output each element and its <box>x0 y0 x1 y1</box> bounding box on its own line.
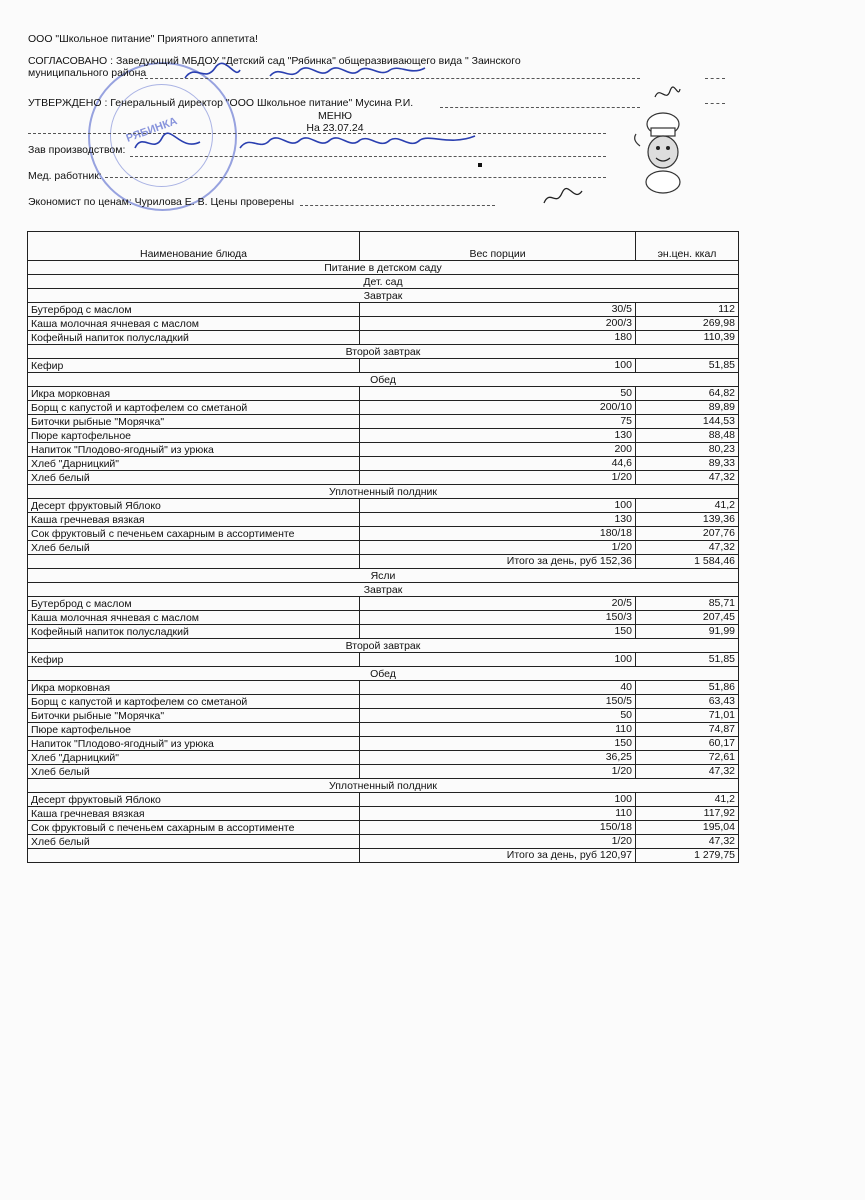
dish-name: Каша гречневая вязкая <box>28 513 360 527</box>
energy-value: 74,87 <box>636 723 739 737</box>
table-header-row <box>28 232 739 261</box>
table-row <box>28 457 739 471</box>
portion-weight: 200/3 <box>360 317 636 331</box>
portion-weight: 180 <box>360 331 636 345</box>
energy-value: 110,39 <box>636 331 739 345</box>
section-row <box>28 275 739 289</box>
portion-weight: 36,25 <box>360 751 636 765</box>
section-label: Уплотненный полдник <box>28 779 739 793</box>
portion-weight: 110 <box>360 807 636 821</box>
portion-weight: 100 <box>360 499 636 513</box>
portion-weight: 1/20 <box>360 471 636 485</box>
table-row <box>28 443 739 457</box>
dish-name: Борщ с капустой и картофелем со сметаной <box>28 401 360 415</box>
dish-name: Пюре картофельное <box>28 723 360 737</box>
portion-weight: 150/5 <box>360 695 636 709</box>
portion-weight: 180/18 <box>360 527 636 541</box>
energy-value: 41,2 <box>636 793 739 807</box>
portion-weight: Итого за день, руб 120,97 <box>360 849 636 863</box>
section-label: Ясли <box>28 569 739 583</box>
portion-weight: 20/5 <box>360 597 636 611</box>
total-row <box>28 555 739 569</box>
table-row <box>28 723 739 737</box>
portion-weight: 100 <box>360 653 636 667</box>
section-row <box>28 261 739 275</box>
section-label: Второй завтрак <box>28 345 739 359</box>
section-label: Уплотненный полдник <box>28 485 739 499</box>
dish-name: Борщ с капустой и картофелем со сметаной <box>28 695 360 709</box>
table-row <box>28 541 739 555</box>
energy-value: 51,85 <box>636 359 739 373</box>
table-row <box>28 471 739 485</box>
section-label: Второй завтрак <box>28 639 739 653</box>
section-label: Обед <box>28 667 739 681</box>
total-row <box>28 849 739 863</box>
table-row <box>28 821 739 835</box>
table-row <box>28 681 739 695</box>
production-label: Зав производством: <box>28 144 126 156</box>
table-row <box>28 751 739 765</box>
energy-value: 269,98 <box>636 317 739 331</box>
section-row <box>28 345 739 359</box>
energy-value: 47,32 <box>636 541 739 555</box>
table-row <box>28 695 739 709</box>
energy-value: 139,36 <box>636 513 739 527</box>
section-label: Дет. сад <box>28 275 739 289</box>
portion-weight: 40 <box>360 681 636 695</box>
table-row <box>28 835 739 849</box>
dish-name: Хлеб белый <box>28 835 360 849</box>
signature-director <box>652 83 682 105</box>
section-row <box>28 667 739 681</box>
dish-name: Пюре картофельное <box>28 429 360 443</box>
dish-name: Икра морковная <box>28 387 360 401</box>
table-row <box>28 807 739 821</box>
section-label: Завтрак <box>28 289 739 303</box>
table-row <box>28 765 739 779</box>
section-row <box>28 583 739 597</box>
portion-weight: 130 <box>360 513 636 527</box>
table-row <box>28 429 739 443</box>
portion-weight: 30/5 <box>360 303 636 317</box>
energy-value: 207,45 <box>636 611 739 625</box>
chef-mascot-icon <box>628 110 698 195</box>
table-row <box>28 709 739 723</box>
dish-name: Десерт фруктовый Яблоко <box>28 793 360 807</box>
portion-weight: 50 <box>360 709 636 723</box>
dish-name: Каша молочная ячневая с маслом <box>28 317 360 331</box>
portion-weight: 1/20 <box>360 765 636 779</box>
dish-name: Сок фруктовый с печеньем сахарным в ассортименте <box>28 527 360 541</box>
table-row <box>28 303 739 317</box>
signature-line <box>440 107 640 108</box>
energy-value: 47,32 <box>636 835 739 849</box>
energy-value: 195,04 <box>636 821 739 835</box>
table-row <box>28 331 739 345</box>
dish-name: Каша молочная ячневая с маслом <box>28 611 360 625</box>
menu-title: МЕНЮ <box>318 110 352 122</box>
dish-name: Сок фруктовый с печеньем сахарным в ассортименте <box>28 821 360 835</box>
table-row <box>28 401 739 415</box>
dish-name: Биточки рыбные "Морячка" <box>28 709 360 723</box>
column-header-name: Наименование блюда <box>28 232 360 261</box>
energy-value: 117,92 <box>636 807 739 821</box>
section-label: Обед <box>28 373 739 387</box>
table-row <box>28 611 739 625</box>
energy-value: 51,85 <box>636 653 739 667</box>
dish-name: Хлеб белый <box>28 541 360 555</box>
menu-table-body <box>28 261 739 863</box>
dish-name: Бутерброд с маслом <box>28 303 360 317</box>
dish-name: Десерт фруктовый Яблоко <box>28 499 360 513</box>
dish-name: Хлеб белый <box>28 765 360 779</box>
portion-weight: 150 <box>360 625 636 639</box>
table-row <box>28 513 739 527</box>
portion-weight: 44,6 <box>360 457 636 471</box>
medic-label: Мед. работник: <box>28 170 102 182</box>
dish-name: Кофейный напиток полусладкий <box>28 331 360 345</box>
energy-value: 71,01 <box>636 709 739 723</box>
energy-value: 80,23 <box>636 443 739 457</box>
energy-value: 1 279,75 <box>636 849 739 863</box>
portion-weight: Итого за день, руб 152,36 <box>360 555 636 569</box>
section-row <box>28 569 739 583</box>
signature-agreed <box>180 58 440 88</box>
energy-value: 47,32 <box>636 765 739 779</box>
portion-weight: 200 <box>360 443 636 457</box>
dish-name: Хлеб "Дарницкий" <box>28 751 360 765</box>
dish-name: Бутерброд с маслом <box>28 597 360 611</box>
energy-value: 63,43 <box>636 695 739 709</box>
dish-name: Икра морковная <box>28 681 360 695</box>
dish-name: Биточки рыбные "Морячка" <box>28 415 360 429</box>
table-row <box>28 415 739 429</box>
dish-name <box>28 555 360 569</box>
energy-value: 207,76 <box>636 527 739 541</box>
dish-name: Кофейный напиток полусладкий <box>28 625 360 639</box>
portion-weight: 100 <box>360 793 636 807</box>
energy-value: 144,53 <box>636 415 739 429</box>
portion-weight: 1/20 <box>360 835 636 849</box>
dish-name: Хлеб "Дарницкий" <box>28 457 360 471</box>
energy-value: 89,89 <box>636 401 739 415</box>
menu-date: На 23.07.24 <box>306 122 364 134</box>
table-row <box>28 527 739 541</box>
energy-value: 1 584,46 <box>636 555 739 569</box>
dish-name: Кефир <box>28 359 360 373</box>
portion-weight: 110 <box>360 723 636 737</box>
energy-value: 51,86 <box>636 681 739 695</box>
table-row <box>28 387 739 401</box>
table-row <box>28 737 739 751</box>
energy-value: 88,48 <box>636 429 739 443</box>
section-row <box>28 289 739 303</box>
dish-name: Напиток "Плодово-ягодный" из урюка <box>28 443 360 457</box>
dish-name <box>28 849 360 863</box>
section-row <box>28 373 739 387</box>
energy-value: 41,2 <box>636 499 739 513</box>
table-row <box>28 499 739 513</box>
approved-line: УТВЕРЖДЕНО : Генеральный директор "ООО Школьное питание" Мусина Р.И. <box>28 97 414 109</box>
dish-name: Каша гречневая вязкая <box>28 807 360 821</box>
energy-value: 64,82 <box>636 387 739 401</box>
energy-value: 91,99 <box>636 625 739 639</box>
agreed-line-2: муниципального района <box>28 67 147 79</box>
table-row <box>28 359 739 373</box>
section-row <box>28 779 739 793</box>
section-label: Завтрак <box>28 583 739 597</box>
energy-value: 85,71 <box>636 597 739 611</box>
column-header-weight: Вес порции <box>360 232 636 261</box>
portion-weight: 50 <box>360 387 636 401</box>
dish-name: Напиток "Плодово-ягодный" из урюка <box>28 737 360 751</box>
table-row <box>28 597 739 611</box>
portion-weight: 200/10 <box>360 401 636 415</box>
menu-table <box>27 231 739 863</box>
table-row <box>28 317 739 331</box>
dish-name: Кефир <box>28 653 360 667</box>
portion-weight: 130 <box>360 429 636 443</box>
section-label: Питание в детском саду <box>28 261 739 275</box>
economist-line: Экономист по ценам: Чурилова Е. В. Цены проверены <box>28 196 295 208</box>
portion-weight: 100 <box>360 359 636 373</box>
table-row <box>28 625 739 639</box>
energy-value: 112 <box>636 303 739 317</box>
dish-name: Хлеб белый <box>28 471 360 485</box>
energy-value: 60,17 <box>636 737 739 751</box>
section-row <box>28 639 739 653</box>
energy-value: 72,61 <box>636 751 739 765</box>
portion-weight: 150/18 <box>360 821 636 835</box>
energy-value: 47,32 <box>636 471 739 485</box>
portion-weight: 1/20 <box>360 541 636 555</box>
portion-weight: 150/3 <box>360 611 636 625</box>
portion-weight: 75 <box>360 415 636 429</box>
signature-production <box>130 128 510 160</box>
table-row <box>28 653 739 667</box>
column-header-kcal: эн.цен. ккал <box>636 232 739 261</box>
portion-weight: 150 <box>360 737 636 751</box>
table-row <box>28 793 739 807</box>
agreed-line-1: СОГЛАСОВАНО : Заведующий МБДОУ "Детский сад "Рябинка" общеразвивающего вида " Заинского <box>28 55 521 67</box>
section-row <box>28 485 739 499</box>
company-line: ООО "Школьное питание" Приятного аппетита! <box>28 33 258 45</box>
signature-economist <box>540 185 585 210</box>
energy-value: 89,33 <box>636 457 739 471</box>
stamp-text: РЯБИНКА <box>124 115 179 145</box>
